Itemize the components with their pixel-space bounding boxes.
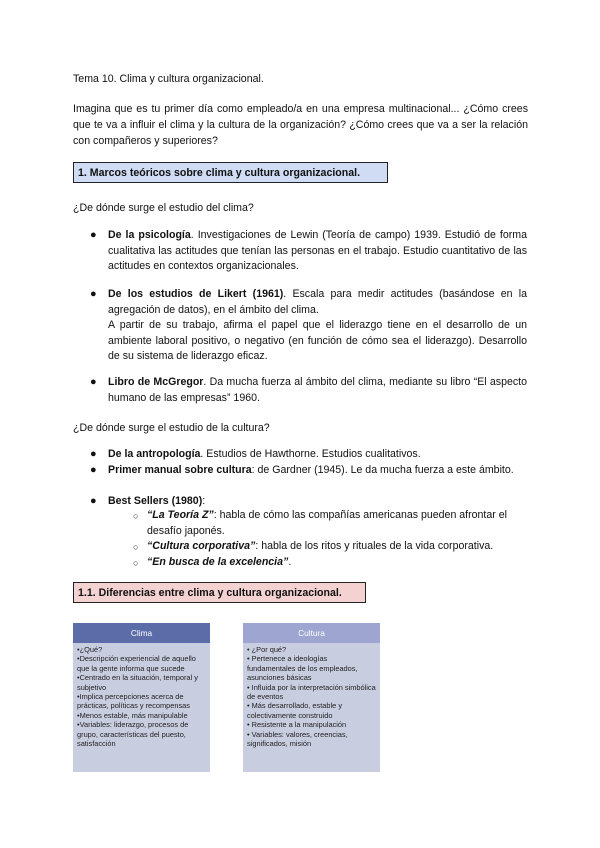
table-item: • Pertenece a ideologías fundamentales de los empleados, asunciones básicas [247,654,358,683]
list-item: De los estudios de Likert (1961). Escala para medir actitudes (basándose en la agregación de datos), en el ámbito del clima. A partir de su trabajo, afirma el papel que el liderazgo tiene en el desarrollo de un ambiente laboral positivo, o negativo (en función de cómo sea el liderazgo). Desarrollo de su sistema de liderazgo eficaz. [108,288,527,362]
table-item: • Influida por la interpretación simbólica de eventos [247,682,376,702]
sub-bullet-icon: ○ [133,511,139,521]
intro-paragraph: Imagina que es tu primer día como empleado/a en una empresa multinacional... ¿Cómo crees que te va a influir el clima y la cultura de la organización? ¿Cómo crees que va a ser la relación con compañeros y superiores? [73,103,528,147]
clima-table-header: Clima [73,623,210,643]
sub-bullet-icon: ○ [133,542,139,552]
cultura-table-header: Cultura [243,623,380,643]
table-item: •Descripción experiencial de aquello que la gente informa que sucede [77,654,196,673]
cultura-table-body [243,643,380,748]
question-cultura: ¿De dónde surge el estudio de la cultura? [73,422,270,434]
bullet-icon: ● [90,229,97,241]
question-clima: ¿De dónde surge el estudio del clima? [73,202,254,214]
clima-table [73,623,210,772]
section-heading-2: 1.1. Diferencias entre clima y cultura organizacional. [73,582,366,603]
list-item: De la antropología. Estudios de Hawthorne. Estudios cualitativos. [108,448,421,460]
table-item: • Resistente a la manipulación [247,720,347,730]
clima-table-body [73,643,210,748]
table-item: •Implica percepciones acerca de prácticas, políticas y recompensas [77,692,190,711]
table-item: •Variables: liderazgo, procesos de grupo, características del puesto, satisfacción [77,720,189,749]
bullet-icon: ● [90,464,97,476]
bullet-icon: ● [90,495,97,507]
section-heading-1: 1. Marcos teóricos sobre clima y cultura organizacional. [73,162,388,183]
table-item: •Centrado en la situación, temporal y subjetivo [77,673,198,692]
list-item: De la psicología. Investigaciones de Lewin (Teoría de campo) 1939. Estudió de forma cualitativa las actitudes que tenían las personas en el trabajo. Estudio cuantitativo de las actitudes en contextos organizacionales. [108,229,528,272]
cultura-table [243,623,380,772]
table-item: •¿Qué? [77,645,103,654]
list-item: Libro de McGregor. Da mucha fuerza al ámbito del clima, mediante su libro “El aspecto humano de las empresas” 1960. [108,376,528,404]
list-item: Best Sellers (1980): [108,495,206,507]
sub-list-item: “Cultura corporativa”: habla de los ritos y rituales de la vida corporativa. [147,540,494,552]
doc-title: Tema 10. Clima y cultura organizacional. [73,73,264,85]
bullet-icon: ● [90,448,97,460]
sub-list-item: “En busca de la excelencia”. [147,556,292,568]
table-item: • ¿Por qué? [247,645,287,654]
sub-list-item: “La Teoría Z”: habla de cómo las compañías americanas pueden afrontar el desafío japonés. [147,509,507,537]
bullet-icon: ● [90,288,97,300]
table-item: • Más desarrollado, estable y colectivamente construido [247,701,343,720]
bullet-icon: ● [90,376,97,388]
table-item: •Menos estable, más manipulable [77,710,188,720]
sub-bullet-icon: ○ [133,558,139,568]
table-item: • Variables: valores, creencias, significados, misión [247,729,348,749]
list-item: Primer manual sobre cultura: de Gardner (1945). Le da mucha fuerza a este ámbito. [108,464,514,476]
